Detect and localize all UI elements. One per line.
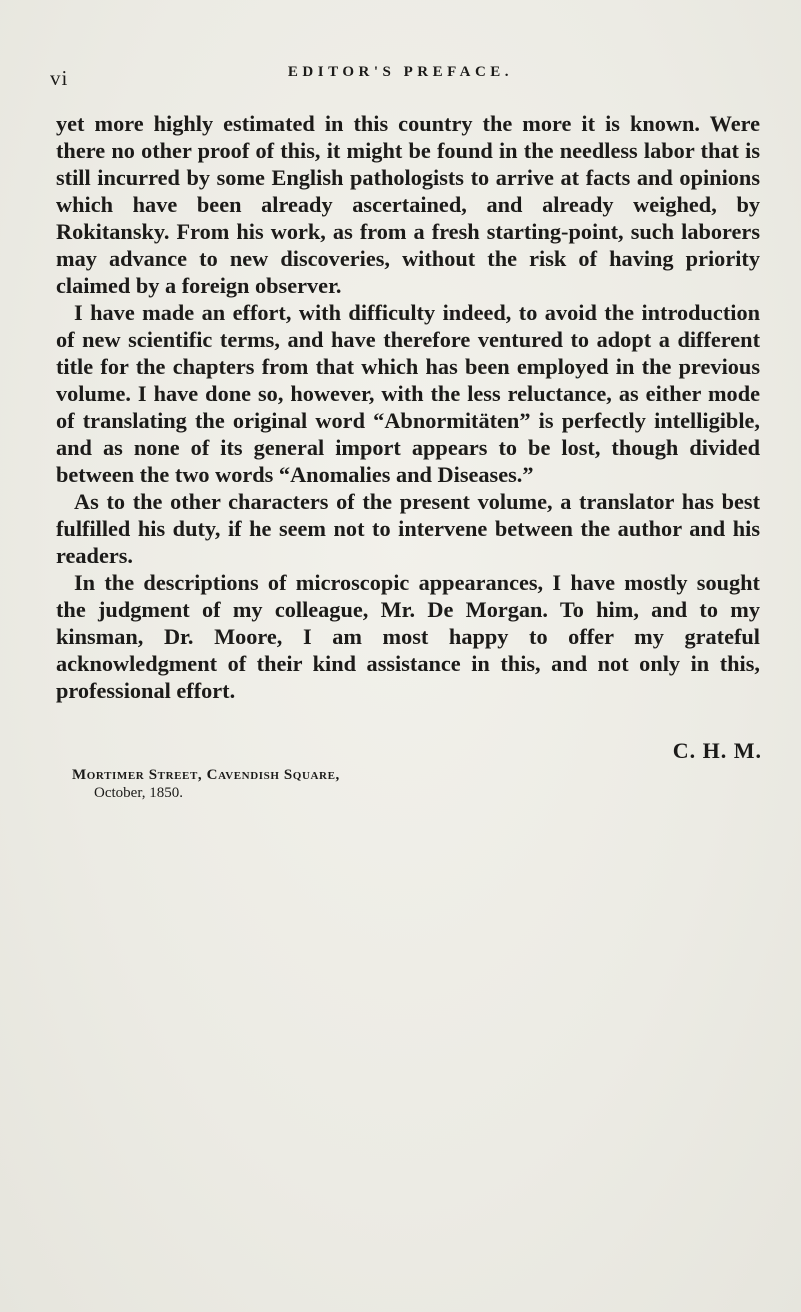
address-street: Mortimer Street, Cavendish Square, <box>72 767 340 783</box>
paragraph-acknowledgment: In the descriptions of microscopic appearances, I have mostly sought the judgment of my colleague, Mr. De Morgan. To him, and to my kinsman, Dr. Moore, I am most happy to offer my grateful acknowledgment of their kind assistance in this, and not only in this, professional effort. <box>56 570 760 703</box>
paragraph-terms: I have made an effort, with difficulty indeed, to avoid the introduction of new scientific terms, and have therefore ventured to adopt a different title for the chapters from that which has been employed in the previous volume. I have done so, however, with the less reluctance, as either mode of translating the original word “Abnormitäten” is perfectly intelligible, and as none of its general import appears to be lost, though divided between the two words “Anomalies and Diseases.” <box>56 300 760 487</box>
page-number: vi <box>50 66 69 90</box>
running-head: EDITOR'S PREFACE. <box>287 64 514 80</box>
signature-initials: C. H. M. <box>672 738 762 763</box>
paragraph-continued: yet more highly estimated in this country the more it is known. Were there no other proof of this, it might be found in the needless labor that is still incurred by some English pathologists to arrive at facts and opinions which have been already ascertained, and already weighed, by Rokitansky. From his work, as from a fresh starting-point, such laborers may advance to new discoveries, without the risk of having priority claimed by a foreign observer. <box>56 111 760 298</box>
preface-body <box>56 110 760 704</box>
address-block <box>72 766 340 802</box>
paragraph-translator: As to the other characters of the present volume, a translator has best fulfilled his duty, if he seem not to intervene between the author and his readers. <box>56 489 760 568</box>
address-date: October, 1850. <box>94 785 183 801</box>
